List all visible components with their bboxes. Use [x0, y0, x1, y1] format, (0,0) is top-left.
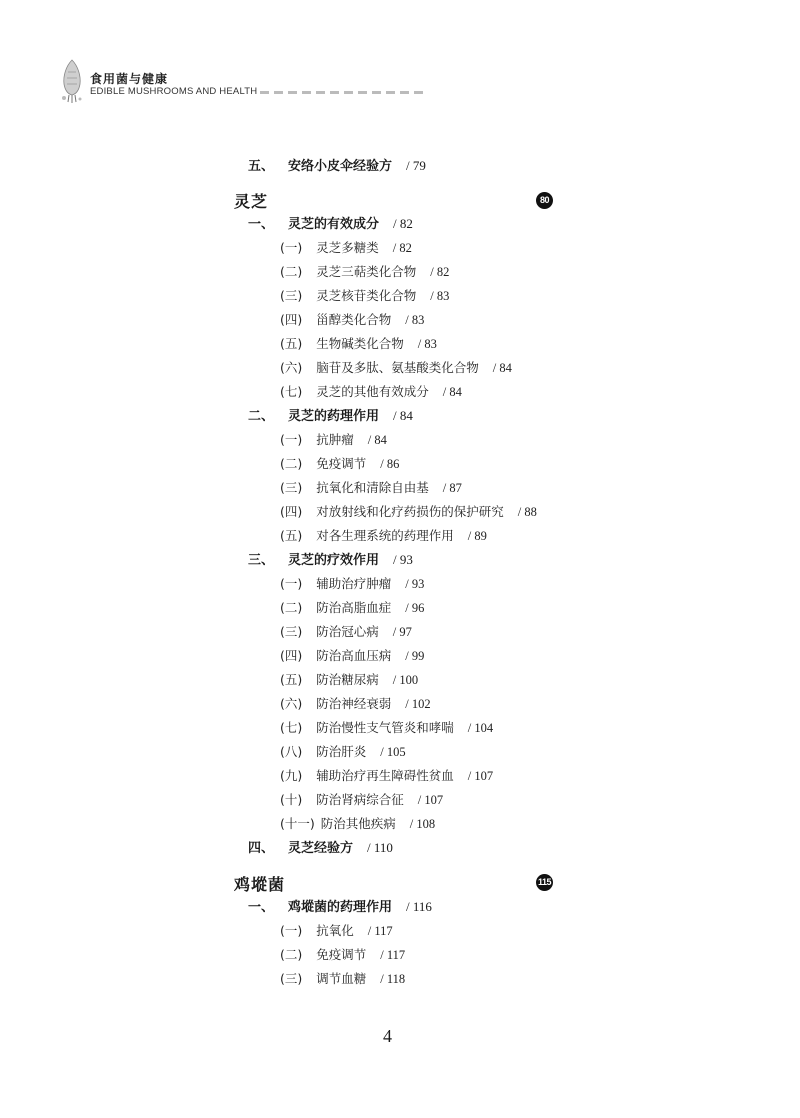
item-title: 抗氧化 — [316, 923, 354, 938]
item-title: 灵芝的其他有效成分 — [316, 384, 429, 399]
item-number: (八) — [280, 744, 303, 759]
page-reference: / 82 — [392, 241, 412, 255]
page-reference: / 83 — [417, 337, 437, 351]
toc-item-entry[interactable] — [280, 624, 412, 640]
toc-item-entry[interactable] — [280, 312, 424, 328]
item-number: (五) — [280, 672, 303, 687]
chapter-number: 五、 — [248, 159, 275, 174]
item-number: (一) — [280, 923, 303, 938]
item-number: (十) — [280, 792, 303, 807]
page-number: 4 — [383, 1026, 392, 1046]
item-title: 脑苷及多肽、氨基酸类化合物 — [316, 360, 479, 375]
item-title: 防治高脂血症 — [316, 600, 392, 615]
toc-item-entry[interactable] — [280, 456, 399, 472]
chapter-title: 灵芝经验方 — [288, 841, 354, 856]
item-title: 对各生理系统的药理作用 — [316, 528, 454, 543]
page-reference: / 84 — [492, 361, 512, 375]
item-title: 辅助治疗肿瘤 — [316, 576, 392, 591]
item-title: 防治神经衰弱 — [316, 696, 392, 711]
item-title: 免疫调节 — [316, 947, 367, 962]
item-title: 对放射线和化疗药损伤的保护研究 — [316, 504, 504, 519]
toc-item-entry[interactable] — [280, 648, 424, 664]
page-reference: / 107 — [467, 769, 494, 783]
page-reference: / 105 — [380, 745, 406, 759]
section-page-badge: 80 — [536, 192, 553, 209]
page-reference: / 93 — [393, 552, 413, 567]
chapter-number: 二、 — [248, 409, 275, 424]
item-number: (三) — [280, 480, 303, 495]
item-title: 防治高血压病 — [316, 648, 392, 663]
item-number: (五) — [280, 336, 303, 351]
chapter-number: 三、 — [248, 553, 275, 568]
page-reference: / 86 — [380, 457, 400, 471]
item-number: (三) — [280, 624, 303, 639]
item-number: (四) — [280, 504, 303, 519]
page-reference: / 117 — [367, 924, 393, 938]
item-number: (七) — [280, 384, 303, 399]
chapter-title: 灵芝的疗效作用 — [288, 553, 380, 568]
page-reference: / 83 — [430, 289, 450, 303]
item-number: (十一) — [280, 816, 315, 831]
section-title[interactable]: 灵芝 — [234, 192, 269, 211]
toc-item-entry[interactable] — [280, 947, 405, 963]
toc-item-entry[interactable] — [280, 720, 493, 736]
page-reference: / 97 — [392, 625, 412, 639]
toc-item-entry[interactable] — [280, 672, 418, 688]
toc-item-entry[interactable] — [280, 696, 431, 712]
item-title: 生物碱类化合物 — [316, 336, 404, 351]
item-number: (四) — [280, 648, 303, 663]
item-title: 辅助治疗再生障碍性贫血 — [316, 768, 454, 783]
page-reference: / 79 — [406, 158, 426, 173]
item-number: (二) — [280, 600, 303, 615]
toc-item-entry[interactable] — [280, 360, 512, 376]
toc-item-entry[interactable] — [280, 768, 493, 784]
item-number: (七) — [280, 720, 303, 735]
item-title: 防治冠心病 — [316, 624, 379, 639]
page-reference: / 96 — [405, 601, 425, 615]
book-title-chinese: 食用菌与健康 — [90, 72, 169, 86]
toc-chapter-entry[interactable] — [248, 899, 432, 916]
toc-item-entry[interactable] — [280, 744, 406, 760]
toc-item-entry[interactable] — [280, 480, 462, 496]
page-reference: / 84 — [442, 385, 462, 399]
page-reference: / 102 — [405, 697, 431, 711]
item-title: 抗肿瘤 — [316, 432, 354, 447]
item-number: (四) — [280, 312, 303, 327]
section-page-badge: 115 — [536, 874, 553, 891]
toc-item-entry[interactable] — [280, 336, 437, 352]
item-number: (三) — [280, 971, 303, 986]
page-reference: / 93 — [405, 577, 425, 591]
toc-item-entry[interactable] — [280, 923, 393, 939]
item-number: (二) — [280, 947, 303, 962]
toc-item-entry[interactable] — [280, 792, 443, 808]
toc-item-entry[interactable] — [280, 816, 435, 832]
toc-item-entry[interactable] — [280, 576, 424, 592]
toc-item-entry[interactable] — [280, 528, 487, 544]
chapter-title: 灵芝的药理作用 — [288, 409, 380, 424]
page-reference: / 82 — [393, 216, 413, 231]
item-title: 抗氧化和清除自由基 — [316, 480, 429, 495]
item-title: 灵芝三萜类化合物 — [316, 264, 417, 279]
book-title-english: EDIBLE MUSHROOMS AND HEALTH — [90, 86, 258, 97]
page-reference: / 108 — [409, 817, 436, 831]
chapter-number: 一、 — [248, 217, 275, 232]
item-number: (一) — [280, 576, 303, 591]
header-dashed-rule — [260, 91, 430, 95]
item-number: (一) — [280, 432, 303, 447]
item-title: 免疫调节 — [316, 456, 367, 471]
toc-item-entry[interactable] — [280, 384, 462, 400]
running-header — [58, 58, 418, 108]
page-reference: / 107 — [417, 793, 444, 807]
chapter-number: 四、 — [248, 841, 275, 856]
chapter-title: 鸡㙡菌的药理作用 — [288, 900, 393, 915]
page-reference: / 117 — [380, 948, 406, 962]
toc-chapter-entry[interactable] — [248, 216, 413, 233]
item-title: 防治糖尿病 — [316, 672, 379, 687]
chapter-number: 一、 — [248, 900, 275, 915]
item-title: 甾醇类化合物 — [316, 312, 392, 327]
toc-item-entry[interactable] — [280, 240, 412, 256]
page-reference: / 100 — [392, 673, 419, 687]
item-number: (二) — [280, 456, 303, 471]
mushroom-logo-icon — [58, 58, 86, 104]
chapter-title: 灵芝的有效成分 — [288, 217, 380, 232]
page-reference: / 87 — [442, 481, 462, 495]
item-title: 防治其他疾病 — [320, 816, 396, 831]
page-reference: / 99 — [405, 649, 425, 663]
page-reference: / 83 — [405, 313, 425, 327]
toc-item-entry[interactable] — [280, 971, 405, 987]
item-title: 防治肝炎 — [316, 744, 367, 759]
item-number: (五) — [280, 528, 303, 543]
toc-chapter-entry[interactable] — [248, 552, 413, 569]
page-reference: / 118 — [380, 972, 406, 986]
toc-item-entry[interactable] — [280, 264, 449, 280]
item-title: 防治肾病综合征 — [316, 792, 404, 807]
item-number: (三) — [280, 288, 303, 303]
item-number: (六) — [280, 696, 303, 711]
item-number: (九) — [280, 768, 303, 783]
item-number: (二) — [280, 264, 303, 279]
chapter-title: 安络小皮伞经验方 — [288, 159, 393, 174]
page-reference: / 84 — [367, 433, 387, 447]
item-title: 灵芝多糖类 — [316, 240, 379, 255]
toc-item-entry[interactable] — [280, 600, 424, 616]
toc-item-entry[interactable] — [280, 504, 537, 520]
item-number: (六) — [280, 360, 303, 375]
page-reference: / 104 — [467, 721, 494, 735]
toc-chapter-entry[interactable] — [248, 408, 413, 425]
item-number: (一) — [280, 240, 303, 255]
toc-item-entry[interactable] — [280, 432, 387, 448]
section-title[interactable]: 鸡㙡菌 — [234, 875, 286, 894]
page-reference: / 110 — [367, 840, 393, 855]
page-reference: / 82 — [430, 265, 450, 279]
item-title: 防治慢性支气管炎和哮喘 — [316, 720, 454, 735]
page-reference: / 88 — [517, 505, 537, 519]
item-title: 调节血糖 — [316, 971, 367, 986]
toc-chapter-entry[interactable] — [248, 840, 393, 857]
page-reference: / 84 — [393, 408, 413, 423]
item-title: 灵芝核苷类化合物 — [316, 288, 417, 303]
page-reference: / 116 — [406, 899, 432, 914]
page-reference: / 89 — [467, 529, 487, 543]
toc-item-entry[interactable] — [280, 288, 449, 304]
toc-chapter-entry[interactable] — [248, 158, 426, 175]
